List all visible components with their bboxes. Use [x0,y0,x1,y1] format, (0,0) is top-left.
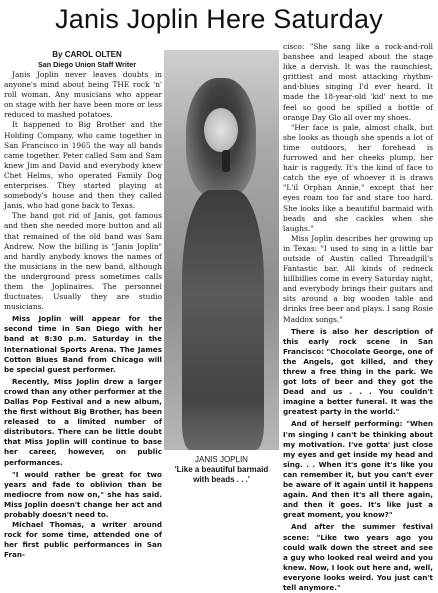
caption-name: JANIS JOPLIN [195,455,248,464]
body-paragraph: It happened to Big Brother and the Holding Company, who came together in San Francisco in 1965 the way all bands came together. Peter called Sam and Sam knew Jim and David and everybody knew Chet Helms, who operated Family Dog enterprises. They started playing at somebody's house and then they called Janis, who had gone back to Texas. [4,120,162,211]
caption-quote-line-1: 'Like a beautiful barmaid [174,465,269,474]
body-paragraph-bold: Recently, Miss Joplin drew a larger crowd than any other performer at the Dallas Pop Festival and a new album, the first without Big Brother, has been released to a limited number of distributors. There can be little doubt that Miss Joplin will continue to base her career, however, on public performances. [4,376,162,467]
photo-caption [164,454,279,485]
byline-affiliation: San Diego Union Staff Writer [37,60,137,69]
body-paragraph-bold: And of herself performing: "When I'm singing I can't be thinking about my motivation. I've gotta' just close my eyes and get inside my head and sing. . . When it's gone it's like you can remember it, but you can't ever be aware of it again until it happens again. And then it's all there again, and then it goes. It's like just a great moment, you know?" [283,419,433,520]
body-paragraph-bold: "I would rather be great for two years and fade to oblivion than be mediocre from now on," she has said. Miss Joplin doesn't change her act and probably doesn't need to. [4,469,162,520]
article-headline: Janis Joplin Here Saturday [55,4,383,34]
body-paragraph: "Her face is pale, almost chalk, but she looks as though she spends a lot of time outdoors, her forehead is furrowed and her cheeks plump, her hair is raggedy. It's the kind of face to catch the eye of whoever it is draws "L'il Orphan Annie," except that her eyes roam too far and stare too hard. She looks like a beautiful barmaid with beads and she cackles when she laughs." [283,122,433,233]
body-paragraph-bold: And after the summer festival scene: "Like two years ago you could walk down the street and see a guy who looked real weird and you knew. Now, I look out here and, well, everyone looks weird. You just can't tell anymore." [283,522,433,592]
body-paragraph: The band got rid of Janis, got famous and then she needed more button and all that remained of the old band was Sam Andrew. Now the billing is "Janis Joplin" and hardly anybody knows the names of the musicians in the new band, although the underground press sometimes calls them the Joplinaires. The personnel fluctuates. Usually they are studio musicians. [4,211,162,312]
body-paragraph: Janis Joplin never leaves doubts in anyone's mind about being THE rock 'n' roll woman. Any musicians who appear on stage with her have been more or less reduced to mashed potatoes. [4,70,162,120]
body-paragraph: cisco: "She sang like a rock-and-roll banshee and leaped about the stage like a dervish. It was the raunchiest, grittiest and most attacking rhythm-and-blues singing I'd ever heard. It made the 18-year-old 'kid' next to me feel so good he spilled a bottle of orange Day Glo all over my shoes. [283,42,433,122]
microphone-icon [222,150,230,172]
body-paragraph: Miss Joplin describes her growing up in Texas: "I used to sing in a little bar outside of Austin called Threadgill's Fantastic bar. All kinds of redneck hillbillies come in every Saturday night, and everybody brings their guitars and sits around a big wooden table and drinks free beer and plays. I sang Rosie Maddox songs." [283,233,433,324]
caption-quote-line-2: with beads . . .' [193,475,250,484]
janis-joplin-photo [164,50,279,450]
body-paragraph-bold: Miss Joplin will appear for the second time in San Diego with her band at 8:30 p.m. Saturday in the International Sports Arena. The James Cotton Blues Band from Chicago will be special guest performer. [4,314,162,374]
byline: By CAROL OLTEN [52,50,122,59]
body-paragraph-bold: Michael Thomas, a writer around rock for some time, attended one of her first public performances in San Fran- [4,520,162,560]
body-paragraph-bold: There is also her description of this early rock scene in San Francisco: "Chocolate George, one of the Angels, got killed, and they threw a free thing in the park. We got lots of beer and they got the Dead and us . . . You couldn't imagine a better funeral. It was the greatest party in the world." [283,326,433,417]
right-column [283,42,433,593]
left-column [4,50,162,561]
